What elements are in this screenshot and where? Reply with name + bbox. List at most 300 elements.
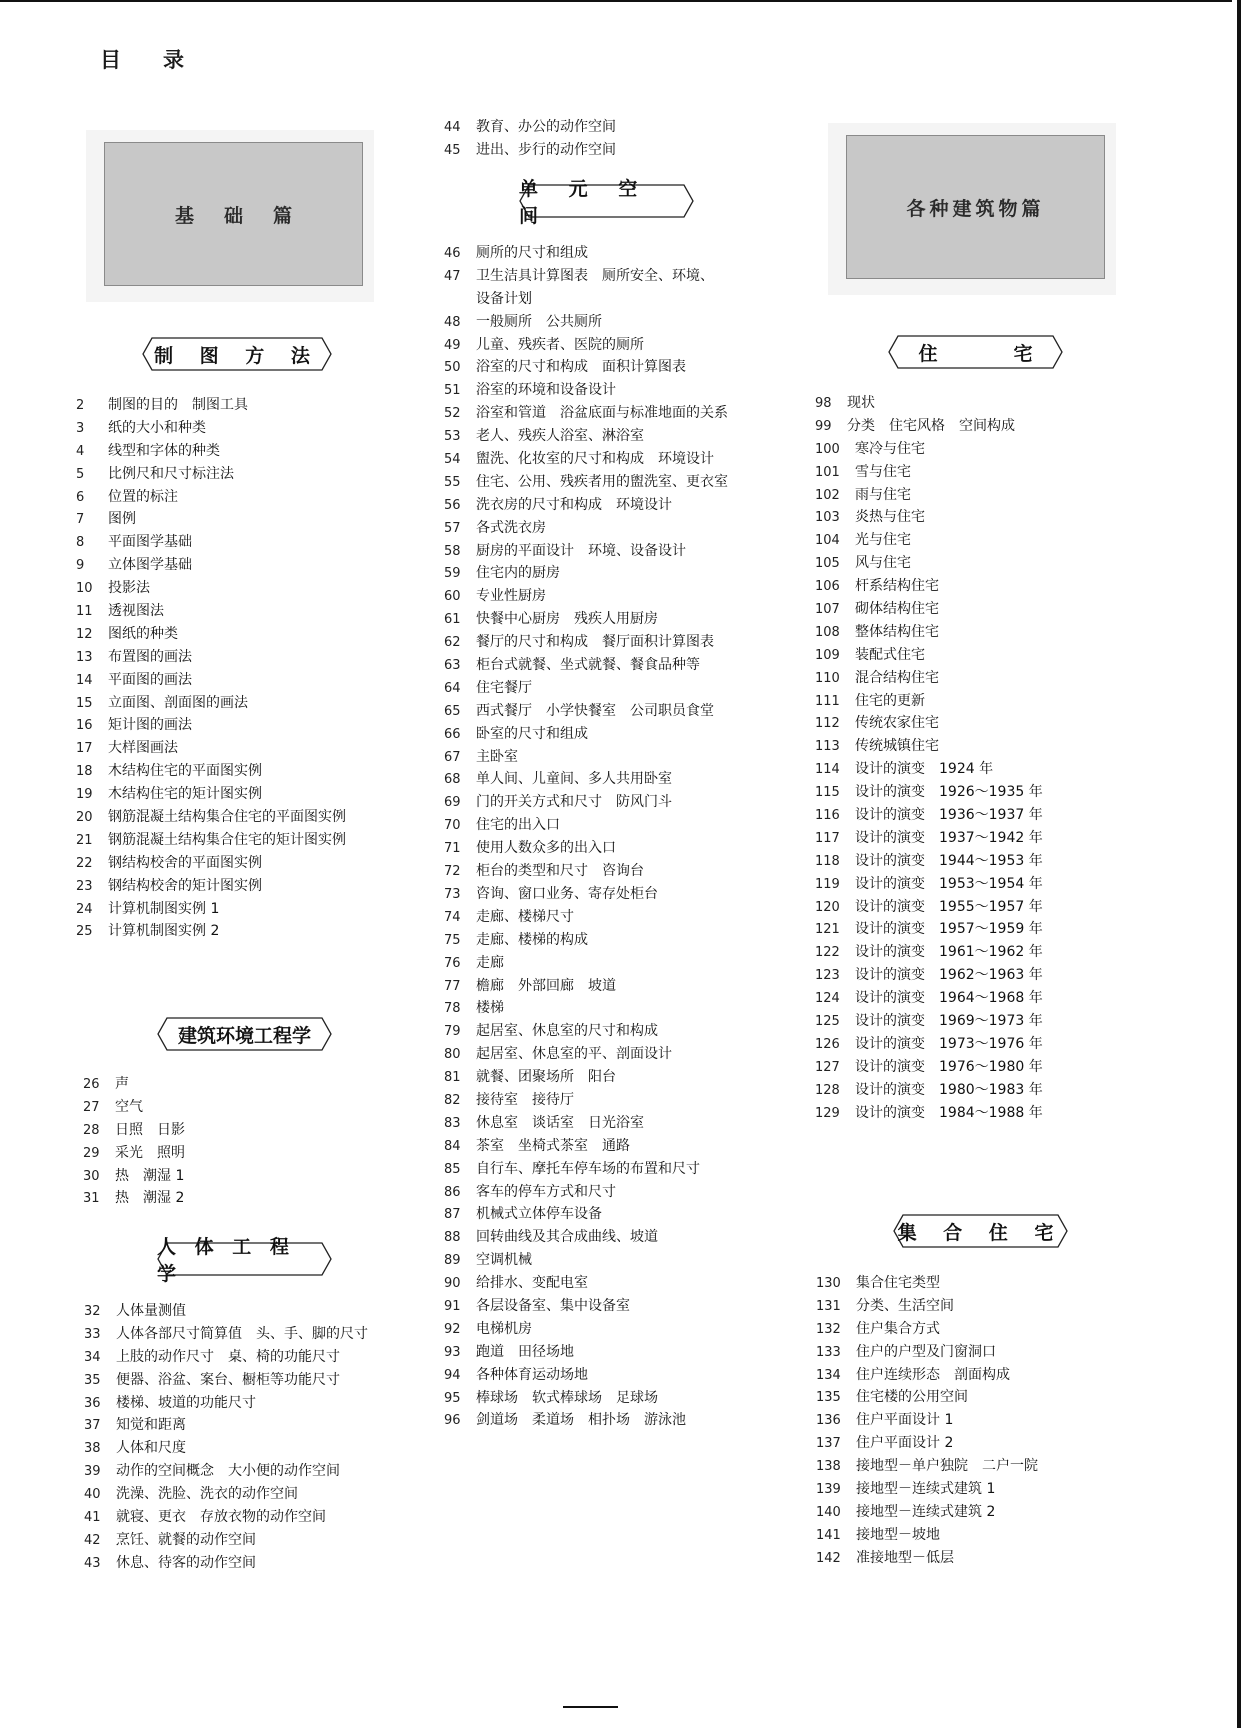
toc-entry[interactable] [444, 1043, 728, 1066]
toc-entry[interactable] [84, 1529, 368, 1552]
toc-entry[interactable] [444, 1249, 728, 1272]
toc-entry[interactable] [444, 242, 728, 265]
toc-entry[interactable] [444, 608, 728, 631]
page-number: 73 [444, 886, 461, 902]
toc-entry[interactable] [444, 929, 728, 952]
entry-title: 接待室 接待厅 [476, 1091, 574, 1108]
toc-entry[interactable] [816, 1524, 1038, 1547]
section-label: 集 合 住 宅 [897, 1221, 1064, 1244]
toc-entry[interactable] [444, 562, 728, 585]
page-number: 81 [444, 1070, 461, 1086]
toc-entry[interactable] [815, 552, 1043, 575]
toc-entry[interactable] [84, 1506, 368, 1529]
page-number: 134 [816, 1367, 841, 1383]
page-number: 85 [444, 1161, 461, 1177]
toc-entry[interactable] [444, 1181, 728, 1204]
entry-title: 杆系结构住宅 [855, 578, 939, 595]
part-buildings-label: 各种建筑物篇 [906, 197, 1045, 220]
page-number: 32 [84, 1304, 101, 1319]
entry-title: 投影法 [108, 580, 150, 597]
toc-entry[interactable] [815, 438, 1043, 461]
entry-title: 风与住宅 [855, 555, 911, 572]
page-number: 29 [83, 1145, 100, 1161]
toc-entry[interactable] [815, 896, 1043, 919]
page-number: 50 [444, 360, 461, 376]
entry-title: 客车的停车方式和尺寸 [476, 1183, 616, 1200]
page-number: 79 [444, 1024, 461, 1040]
toc-entry[interactable] [815, 735, 1043, 758]
page-number: 121 [815, 922, 840, 938]
page-number: 76 [444, 955, 461, 971]
entry-title: 接地型－坡地 [856, 1526, 940, 1543]
entry-title: 柜台式就餐、坐式就餐、餐食品种等 [476, 657, 700, 674]
toc-entry[interactable] [76, 600, 346, 623]
toc-entry[interactable] [84, 1300, 368, 1323]
toc-entry[interactable] [76, 623, 346, 646]
toc-list-housing [815, 392, 1043, 1125]
toc-entry[interactable] [444, 791, 728, 814]
toc-entry[interactable] [815, 461, 1043, 484]
page-number: 43 [84, 1555, 101, 1571]
entry-title: 楼梯、坡道的功能尺寸 [116, 1394, 256, 1411]
toc-entry[interactable] [815, 392, 1043, 415]
entry-title: 烹饪、就餐的动作空间 [116, 1531, 256, 1548]
entry-title: 制图的目的 制图工具 [108, 397, 248, 413]
toc-entry[interactable] [815, 804, 1043, 827]
entry-title: 走廊、楼梯尺寸 [476, 908, 574, 925]
page-number: 116 [815, 808, 840, 824]
toc-entry[interactable] [444, 1318, 728, 1341]
page-number: 122 [815, 945, 840, 961]
page-number: 114 [815, 762, 840, 778]
toc-entry[interactable] [444, 379, 728, 402]
page-number: 108 [815, 624, 840, 640]
entry-title: 快餐中心厨房 残疾人用厨房 [476, 611, 658, 628]
entry-title: 住宅楼的公用空间 [856, 1389, 968, 1406]
toc-entry[interactable] [444, 723, 728, 746]
toc-entry[interactable] [444, 1341, 728, 1364]
toc-entry[interactable] [76, 875, 346, 898]
entry-title: 接地型－连续式建筑 1 [856, 1481, 996, 1498]
entry-title: 木结构住宅的平面图实例 [108, 763, 262, 780]
entry-title: 设计的演变 1976～1980 年 [855, 1058, 1043, 1075]
page-number: 113 [815, 739, 840, 755]
toc-entry[interactable] [815, 644, 1043, 667]
toc-entry[interactable] [815, 918, 1043, 941]
toc-entry[interactable] [444, 448, 728, 471]
toc-entry[interactable] [84, 1483, 368, 1506]
toc-list-ergonomics-part2 [444, 116, 616, 162]
entry-title: 就寝、更衣 存放衣物的动作空间 [116, 1509, 326, 1526]
toc-entry[interactable] [76, 692, 346, 715]
toc-entry[interactable] [444, 517, 728, 540]
toc-entry[interactable] [816, 1272, 1038, 1295]
section-header-ergonomics[interactable] [157, 1236, 332, 1285]
page-number: 66 [444, 726, 461, 742]
toc-entry[interactable] [444, 402, 728, 425]
toc-entry[interactable] [815, 827, 1043, 850]
toc-entry[interactable] [84, 1414, 368, 1437]
toc-entry[interactable] [444, 425, 728, 448]
page-number: 133 [816, 1344, 841, 1360]
toc-entry[interactable] [76, 714, 346, 737]
toc-entry[interactable] [76, 920, 346, 943]
page-number: 25 [76, 924, 93, 940]
page-number: 94 [444, 1367, 461, 1383]
section-header-drafting[interactable] [142, 337, 332, 371]
page-number: 99 [815, 418, 832, 434]
toc-entry[interactable] [815, 987, 1043, 1010]
entry-title: 老人、残疾人浴室、淋浴室 [476, 428, 644, 445]
toc-entry[interactable] [76, 898, 346, 921]
entry-title: 浴室的尺寸和构成 面积计算图表 [476, 359, 686, 376]
entry-title: 设计的演变 1962～1963 年 [855, 967, 1043, 984]
toc-entry[interactable] [444, 1066, 728, 1089]
toc-entry[interactable] [76, 829, 346, 852]
page-number: 109 [815, 647, 840, 663]
entry-title: 集合住宅类型 [856, 1275, 940, 1291]
toc-entry[interactable] [444, 631, 728, 654]
entry-title: 声 [115, 1076, 129, 1092]
toc-entry[interactable] [76, 531, 346, 554]
page-number: 21 [76, 832, 93, 848]
toc-entry[interactable] [815, 781, 1043, 804]
section-label: 建筑环境工程学 [177, 1024, 311, 1047]
page-number: 2 [76, 398, 85, 413]
toc-entry[interactable] [83, 1187, 185, 1210]
entry-title: 大样图画法 [108, 740, 178, 757]
toc-entry[interactable] [83, 1165, 185, 1188]
toc-entry[interactable] [815, 575, 1043, 598]
entry-title: 钢结构校舍的平面图实例 [108, 854, 262, 871]
entry-title: 起居室、休息室的尺寸和构成 [476, 1023, 658, 1040]
toc-entry[interactable] [815, 598, 1043, 621]
entry-title: 使用人数众多的出入口 [476, 840, 616, 857]
toc-entry[interactable] [815, 758, 1043, 781]
page-number: 80 [444, 1047, 461, 1063]
entry-title: 计算机制图实例 2 [108, 923, 220, 940]
page-number: 118 [815, 853, 840, 869]
toc-entry[interactable] [815, 667, 1043, 690]
page-number: 131 [816, 1298, 841, 1314]
toc-entry[interactable] [815, 690, 1043, 713]
toc-entry[interactable] [815, 1056, 1043, 1079]
toc-entry[interactable] [444, 768, 728, 791]
toc-entry[interactable] [444, 540, 728, 563]
entry-title: 寒冷与住宅 [855, 440, 925, 457]
page-number: 55 [444, 474, 461, 490]
entry-title: 传统城镇住宅 [855, 738, 939, 755]
toc-entry[interactable] [815, 415, 1043, 438]
toc-entry[interactable] [444, 883, 728, 906]
page-number: 51 [444, 383, 461, 399]
toc-entry[interactable] [815, 1033, 1043, 1056]
entry-title: 热 潮湿 1 [115, 1167, 185, 1184]
toc-entry[interactable] [84, 1369, 368, 1392]
entry-title: 设计的演变 1969～1973 年 [855, 1013, 1043, 1030]
entry-title: 图例 [108, 511, 136, 528]
toc-entry[interactable] [444, 1020, 728, 1043]
toc-entry[interactable] [816, 1318, 1038, 1341]
page-number: 107 [815, 602, 840, 618]
toc-entry[interactable] [816, 1295, 1038, 1318]
entry-title: 日照 日影 [115, 1121, 185, 1138]
entry-title: 矩计图的画法 [108, 717, 192, 734]
toc-entry[interactable] [815, 712, 1043, 735]
entry-title: 设计的演变 1936～1937 年 [855, 807, 1043, 824]
page-number: 115 [815, 785, 840, 801]
page-number: 71 [444, 841, 461, 857]
toc-entry[interactable] [444, 997, 728, 1020]
entry-title: 住宅的更新 [855, 692, 925, 709]
toc-entry[interactable] [815, 621, 1043, 644]
entry-title: 位置的标注 [108, 488, 178, 505]
toc-entry[interactable] [444, 265, 728, 288]
entry-title: 动作的空间概念 大小便的动作空间 [116, 1463, 340, 1480]
entry-title: 雨与住宅 [855, 486, 911, 503]
toc-entry[interactable] [815, 506, 1043, 529]
entry-title: 平面图学基础 [108, 534, 192, 551]
toc-entry[interactable] [76, 806, 346, 829]
entry-title: 棒球场 软式棒球场 足球场 [476, 1389, 658, 1406]
toc-entry[interactable] [816, 1455, 1038, 1478]
entry-title: 给排水、变配电室 [476, 1275, 588, 1292]
toc-entry[interactable] [444, 1089, 728, 1112]
toc-entry[interactable] [816, 1501, 1038, 1524]
toc-entry[interactable] [444, 700, 728, 723]
toc-entry[interactable] [76, 669, 346, 692]
toc-entry[interactable] [76, 646, 346, 669]
page-top-border [0, 0, 1232, 2]
toc-entry[interactable] [444, 1112, 728, 1135]
toc-entry[interactable] [444, 1364, 728, 1387]
entry-title: 住宅内的厨房 [476, 565, 560, 582]
entry-title: 空气 [115, 1098, 143, 1115]
toc-entry[interactable] [444, 494, 728, 517]
page-number: 34 [84, 1349, 101, 1365]
toc-entry[interactable] [444, 471, 728, 494]
page-number: 139 [816, 1482, 841, 1498]
section-label: 住 宅 [918, 342, 1033, 365]
toc-entry[interactable] [76, 440, 346, 463]
toc-entry[interactable] [444, 654, 728, 677]
entry-title: 洗衣房的尺寸和构成 环境设计 [476, 496, 672, 513]
toc-entry[interactable] [444, 585, 728, 608]
toc-entry[interactable] [444, 1135, 728, 1158]
toc-entry[interactable] [444, 1272, 728, 1295]
toc-entry[interactable] [83, 1119, 185, 1142]
part-buildings-box [828, 123, 1116, 295]
toc-entry[interactable] [444, 356, 728, 379]
entry-title: 图纸的种类 [108, 625, 178, 642]
toc-entry[interactable] [444, 311, 728, 334]
page-number: 74 [444, 909, 461, 925]
toc-entry[interactable] [76, 577, 346, 600]
toc-entry[interactable] [815, 873, 1043, 896]
entry-title: 餐厅的尺寸和构成 餐厅面积计算图表 [476, 634, 714, 651]
page-number: 35 [84, 1372, 101, 1388]
toc-entry[interactable] [816, 1409, 1038, 1432]
section-header-environment[interactable] [157, 1017, 332, 1051]
entry-title: 住宅、公用、残疾者用的盥洗室、更衣室 [476, 473, 728, 490]
page-number: 12 [76, 626, 93, 642]
toc-list-unit-space [444, 242, 728, 1432]
page-number: 64 [444, 680, 461, 696]
toc-entry[interactable] [444, 334, 728, 357]
toc-entry[interactable] [84, 1437, 368, 1460]
page-number: 88 [444, 1230, 461, 1246]
entry-title: 住宅的出入口 [476, 817, 560, 834]
toc-entry[interactable] [444, 746, 728, 769]
page-number: 96 [444, 1413, 461, 1429]
page-number: 52 [444, 406, 461, 422]
page-number: 15 [76, 695, 93, 711]
toc-entry[interactable] [816, 1386, 1038, 1409]
entry-title: 设计的演变 1961～1962 年 [855, 944, 1043, 961]
toc-entry[interactable] [815, 1102, 1043, 1125]
toc-entry[interactable] [815, 1010, 1043, 1033]
page-number: 83 [444, 1115, 461, 1131]
page-number: 42 [84, 1532, 101, 1548]
toc-entry[interactable] [815, 941, 1043, 964]
toc-entry[interactable] [444, 677, 728, 700]
page-number: 3 [76, 420, 85, 436]
toc-entry[interactable] [76, 394, 346, 417]
entry-title: 起居室、休息室的平、剖面设计 [476, 1046, 672, 1063]
toc-entry[interactable] [444, 1387, 728, 1410]
toc-entry[interactable] [815, 964, 1043, 987]
page-number: 41 [84, 1510, 101, 1526]
entry-title: 单人间、儿童间、多人共用卧室 [476, 771, 672, 788]
page-number: 136 [816, 1413, 841, 1429]
toc-entry[interactable] [444, 116, 616, 139]
page-number: 5 [76, 466, 85, 482]
toc-entry[interactable] [76, 417, 346, 440]
toc-entry[interactable] [444, 952, 728, 975]
toc-entry[interactable] [444, 814, 728, 837]
toc-entry[interactable] [815, 484, 1043, 507]
page-number: 13 [76, 649, 93, 665]
entry-title: 专业性厨房 [476, 588, 546, 605]
entry-title: 剑道场 柔道场 相扑场 游泳池 [476, 1412, 686, 1429]
page-number: 59 [444, 566, 461, 582]
page-number: 140 [816, 1504, 841, 1520]
page-number: 98 [815, 396, 832, 411]
page-number: 69 [444, 795, 461, 811]
toc-entry[interactable] [444, 837, 728, 860]
toc-entry[interactable] [76, 486, 346, 509]
toc-entry[interactable] [84, 1323, 368, 1346]
entry-title: 楼梯 [476, 1000, 504, 1017]
entry-title: 现状 [847, 395, 875, 411]
toc-entry[interactable] [444, 1226, 728, 1249]
toc-entry[interactable] [444, 1203, 728, 1226]
toc-entry[interactable] [83, 1073, 185, 1096]
entry-title: 自行车、摩托车停车场的布置和尺寸 [476, 1160, 700, 1177]
entry-title: 设计的演变 1973～1976 年 [855, 1035, 1043, 1052]
page-number: 31 [83, 1191, 100, 1207]
page-number: 126 [815, 1036, 840, 1052]
entry-title: 各层设备室、集中设备室 [476, 1297, 630, 1314]
entry-title: 上肢的动作尺寸 桌、椅的功能尺寸 [116, 1348, 340, 1365]
page-number: 45 [444, 142, 461, 158]
toc-entry[interactable] [444, 1295, 728, 1318]
entry-title: 光与住宅 [855, 532, 911, 549]
entry-title: 便器、浴盆、案台、橱柜等功能尺寸 [116, 1371, 340, 1388]
toc-entry[interactable] [76, 852, 346, 875]
toc-entry[interactable] [76, 737, 346, 760]
page-number: 120 [815, 899, 840, 915]
toc-entry[interactable] [76, 554, 346, 577]
toc-entry[interactable] [816, 1478, 1038, 1501]
toc-entry[interactable] [816, 1341, 1038, 1364]
toc-entry[interactable] [816, 1364, 1038, 1387]
page-number: 67 [444, 749, 461, 765]
toc-entry[interactable] [83, 1142, 185, 1165]
entry-title: 盥洗、化妆室的尺寸和构成 环境设计 [476, 451, 714, 468]
entry-title: 卫生洁具计算图表 厕所安全、环境、 [476, 267, 714, 284]
entry-title: 住户的户型及门窗洞口 [856, 1343, 996, 1360]
page-number: 6 [76, 489, 85, 505]
toc-entry[interactable] [84, 1392, 368, 1415]
toc-entry[interactable] [444, 906, 728, 929]
toc-entry[interactable] [84, 1552, 368, 1575]
toc-entry[interactable] [816, 1432, 1038, 1455]
page-number: 102 [815, 487, 840, 503]
page-number: 135 [816, 1390, 841, 1406]
entry-title: 立面图、剖面图的画法 [108, 694, 248, 711]
section-label: 人 体 工 程 学 [157, 1236, 295, 1285]
entry-title: 门的开关方式和尺寸 防风门斗 [476, 794, 672, 811]
entry-title: 洗澡、洗脸、洗衣的动作空间 [116, 1486, 298, 1503]
page-number: 111 [815, 693, 840, 709]
entry-title: 整体结构住宅 [855, 623, 939, 640]
entry-title: 住户平面设计 1 [856, 1412, 954, 1429]
page-number: 63 [444, 658, 461, 674]
toc-entry[interactable] [76, 508, 346, 531]
toc-entry[interactable] [815, 529, 1043, 552]
toc-entry[interactable] [816, 1547, 1038, 1570]
page-number: 137 [816, 1436, 841, 1452]
toc-entry[interactable] [444, 1158, 728, 1181]
entry-title: 回转曲线及其合成曲线、坡道 [476, 1229, 658, 1246]
toc-entry[interactable] [76, 783, 346, 806]
entry-title: 就餐、团聚场所 阳台 [476, 1069, 616, 1086]
toc-entry[interactable] [76, 760, 346, 783]
section-header-housing[interactable] [888, 335, 1063, 369]
entry-title: 布置图的画法 [108, 648, 192, 665]
toc-entry[interactable] [83, 1096, 185, 1119]
section-header-unit-space[interactable] [519, 178, 694, 227]
toc-entry[interactable] [444, 975, 728, 998]
section-header-collective-housing[interactable] [893, 1214, 1068, 1248]
toc-entry[interactable] [444, 139, 616, 162]
toc-entry[interactable] [444, 1409, 728, 1432]
entry-title: 设计的演变 1964～1968 年 [855, 990, 1043, 1007]
toc-entry[interactable] [84, 1346, 368, 1369]
entry-title: 设计的演变 1953～1954 年 [855, 875, 1043, 892]
toc-entry[interactable] [76, 463, 346, 486]
toc-entry-continuation[interactable] [444, 288, 728, 311]
toc-entry[interactable] [815, 850, 1043, 873]
entry-title: 进出、步行的动作空间 [476, 141, 616, 158]
toc-entry[interactable] [815, 1079, 1043, 1102]
section-label: 单 元 空 间 [519, 178, 650, 227]
toc-entry[interactable] [444, 860, 728, 883]
page-number: 123 [815, 968, 840, 984]
toc-entry[interactable] [84, 1460, 368, 1483]
page-number: 125 [815, 1014, 840, 1030]
